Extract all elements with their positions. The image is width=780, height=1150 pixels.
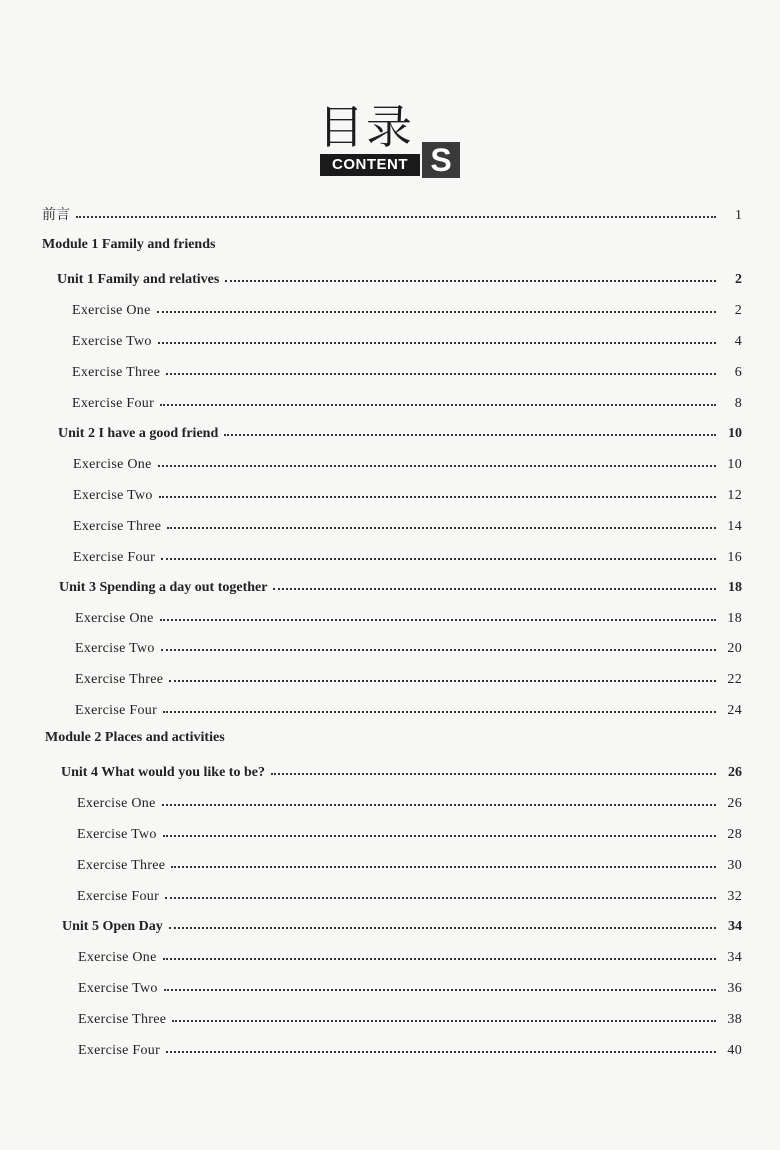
dot-leader — [224, 432, 716, 436]
contents-title-chinese: 目录 — [318, 100, 414, 154]
toc-entry-label: Exercise Three — [72, 365, 161, 380]
toc-page-number: 8 — [734, 396, 742, 411]
toc-entry-label: Exercise Four — [72, 396, 155, 411]
toc-entry-exercise[interactable] — [73, 542, 742, 566]
toc-entry-exercise[interactable] — [77, 788, 742, 812]
toc-entry-label: Unit 2 I have a good friend — [58, 426, 219, 441]
toc-page-number: 6 — [734, 365, 742, 380]
dot-leader — [163, 833, 716, 837]
contents-header — [318, 102, 463, 177]
toc-entry-label: Exercise Three — [73, 519, 162, 534]
toc-page-number: 36 — [727, 981, 742, 996]
contents-title-english-box — [320, 154, 420, 176]
toc-entry-unit-1[interactable] — [57, 264, 742, 288]
toc-entry-exercise[interactable] — [78, 973, 742, 997]
toc-page-number: 12 — [727, 488, 742, 503]
toc-page-number: 18 — [728, 580, 742, 595]
dot-leader — [172, 1018, 716, 1022]
dot-leader — [161, 556, 716, 560]
dot-leader — [164, 987, 716, 991]
toc-page-number: 1 — [735, 208, 742, 223]
dot-leader — [76, 214, 716, 218]
toc-entry-exercise[interactable] — [75, 695, 742, 719]
toc-page-number: 40 — [727, 1043, 742, 1058]
toc-entry-label: Exercise Two — [75, 641, 155, 656]
toc-entry-label: Exercise Four — [75, 703, 158, 718]
toc-page-number: 2 — [734, 303, 742, 318]
toc-entry-exercise[interactable] — [77, 881, 742, 905]
dot-leader — [163, 956, 716, 960]
dot-leader — [157, 309, 716, 313]
toc-entry-exercise[interactable] — [77, 850, 742, 874]
toc-entry-label: Exercise One — [73, 457, 152, 472]
toc-entry-label: Exercise Three — [75, 672, 164, 687]
dot-leader — [160, 617, 716, 621]
toc-page-number: 2 — [735, 272, 742, 287]
toc-page-number: 38 — [727, 1012, 742, 1027]
dot-leader — [158, 340, 716, 344]
toc-page-number: 28 — [727, 827, 742, 842]
dot-leader — [160, 402, 716, 406]
toc-page-number: 26 — [727, 796, 742, 811]
contents-title-english: CONTENT — [332, 156, 408, 173]
toc-entry-exercise[interactable] — [78, 942, 742, 966]
toc-entry-unit-2[interactable] — [58, 418, 742, 442]
toc-entry-exercise[interactable] — [72, 357, 742, 381]
toc-page-number: 10 — [728, 426, 742, 441]
toc-entry-label: Unit 1 Family and relatives — [57, 272, 220, 287]
dot-leader — [225, 278, 716, 282]
toc-page-number: 4 — [734, 334, 742, 349]
dot-leader — [166, 1049, 716, 1053]
toc-entry-unit-3[interactable] — [59, 572, 742, 596]
toc-entry-label: Unit 5 Open Day — [62, 919, 163, 934]
dot-leader — [271, 771, 716, 775]
dot-leader — [167, 525, 716, 529]
dot-leader — [169, 678, 716, 682]
toc-entry-label: Exercise Two — [72, 334, 152, 349]
toc-entry-label: Exercise One — [78, 950, 157, 965]
toc-entry-label: Exercise Four — [78, 1043, 161, 1058]
toc-entry-label: Exercise Three — [77, 858, 166, 873]
toc-page-number: 22 — [727, 672, 742, 687]
toc-entry-exercise[interactable] — [72, 388, 742, 412]
toc-entry-exercise[interactable] — [75, 664, 742, 688]
dot-leader — [171, 864, 716, 868]
contents-title-s-box — [422, 142, 460, 178]
toc-entry-exercise[interactable] — [72, 326, 742, 350]
dot-leader — [159, 494, 716, 498]
toc-page-number: 26 — [728, 765, 742, 780]
toc-entry-label: Exercise Two — [78, 981, 158, 996]
dot-leader — [273, 586, 716, 590]
toc-entry-exercise[interactable] — [78, 1004, 742, 1028]
dot-leader — [165, 895, 716, 899]
toc-entry-exercise[interactable] — [72, 295, 742, 319]
dot-leader — [161, 647, 716, 651]
toc-entry-label: Exercise Two — [73, 488, 153, 503]
toc-page-number: 14 — [727, 519, 742, 534]
toc-module-2: Module 2 Places and activities — [45, 730, 225, 745]
dot-leader — [163, 709, 716, 713]
toc-entry-exercise[interactable] — [78, 1035, 742, 1059]
toc-entry-label: Exercise Four — [73, 550, 156, 565]
toc-entry-label: Exercise One — [72, 303, 151, 318]
toc-module-1: Module 1 Family and friends — [42, 237, 216, 252]
toc-entry-label: Unit 4 What would you like to be? — [61, 765, 265, 780]
dot-leader — [162, 802, 716, 806]
toc-page-number: 10 — [727, 457, 742, 472]
toc-page-number: 34 — [728, 919, 742, 934]
toc-entry-label: Exercise One — [75, 611, 154, 626]
dot-leader — [158, 463, 716, 467]
toc-entry-unit-4[interactable] — [61, 757, 742, 781]
toc-page-number: 30 — [727, 858, 742, 873]
toc-page-number: 16 — [727, 550, 742, 565]
toc-entry-exercise[interactable] — [75, 633, 742, 657]
toc-entry-label: Exercise Two — [77, 827, 157, 842]
toc-entry-exercise[interactable] — [73, 480, 742, 504]
toc-entry-preface[interactable] — [42, 200, 742, 224]
toc-page-number: 34 — [727, 950, 742, 965]
toc-page-number: 32 — [727, 889, 742, 904]
contents-title-s: S — [430, 142, 452, 178]
toc-entry-exercise[interactable] — [77, 819, 742, 843]
toc-entry-exercise[interactable] — [73, 449, 742, 473]
toc-entry-label: Unit 3 Spending a day out together — [59, 580, 268, 595]
toc-entry-exercise[interactable] — [73, 511, 742, 535]
toc-entry-label: 前言 — [42, 208, 70, 223]
toc-entry-unit-5[interactable] — [62, 911, 742, 935]
toc-entry-label: Exercise Three — [78, 1012, 167, 1027]
dot-leader — [166, 371, 716, 375]
toc-page-number: 24 — [727, 703, 742, 718]
dot-leader — [169, 925, 716, 929]
toc-entry-exercise[interactable] — [75, 603, 742, 627]
toc-entry-label: Exercise One — [77, 796, 156, 811]
toc-page-number: 18 — [727, 611, 742, 626]
toc-page-number: 20 — [727, 641, 742, 656]
toc-entry-label: Exercise Four — [77, 889, 160, 904]
